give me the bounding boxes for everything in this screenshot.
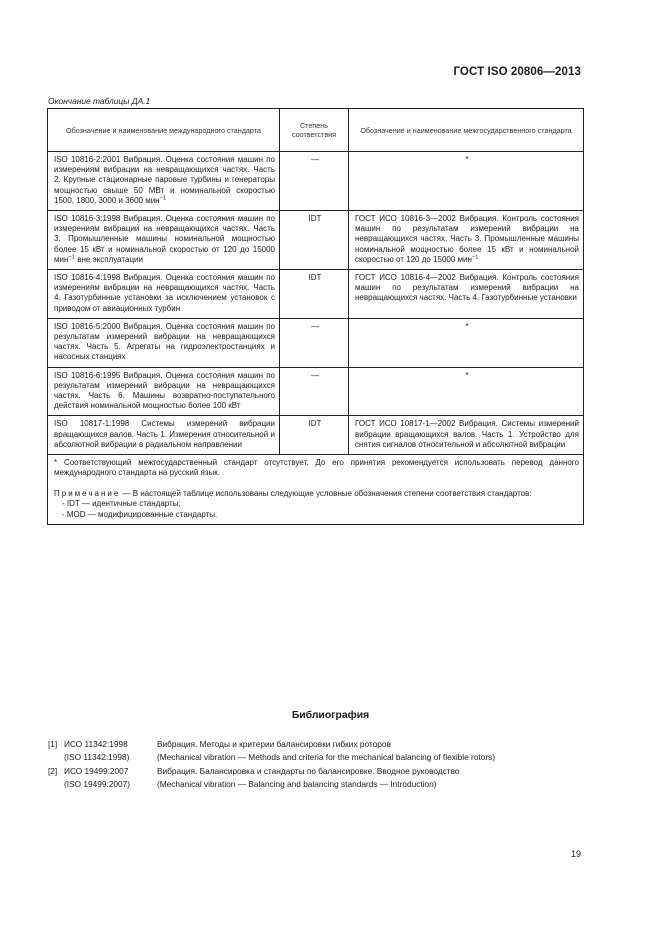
document-code-header: ГОСТ ISO 20806—2013: [453, 66, 581, 78]
interstate-standard-cell-text: *: [465, 370, 469, 380]
bibliography-entry-number: [1]: [48, 739, 58, 749]
note-title: Примечание: [54, 488, 121, 498]
bibliography-entry-title: (Mechanical vibration — Balancing and balancing standards — Introduction): [157, 778, 437, 789]
international-standard-cell: [48, 270, 280, 319]
table-row: [48, 416, 584, 455]
bibliography-entry-title: (Mechanical vibration — Methods and criteria for the mechanical balancing of flexible rotors): [157, 752, 496, 763]
table-row: [48, 318, 584, 367]
international-standard-cell-text: ISO 10816-4:1998 Вибрация. Оценка состояния машин по измерениям вибрации на невращающихся частях. Часть 4. Газотурбинные установки за исключением установок с приводом от авиационных турбин: [54, 273, 275, 313]
interstate-standard-cell-text: *: [465, 155, 469, 164]
interstate-standard-cell: [349, 152, 584, 211]
degree-cell-text: —: [311, 155, 319, 164]
interstate-standard-cell-text: ГОСТ ИСО 10816-3—2002 Вибрация. Контроль состояния машин по результатам измерений вибрации на невращающихся частях. Часть 3. Промышленные машины номинальной мощностью более 15 кВт и номинальной скоростью от 120 до 15000 мин: [355, 214, 579, 264]
international-standard-cell-text: ISO 10816-2:2001 Вибрация. Оценка состояния машин по измерениям вибрации на невращающихся частях. Часть 2. Крупные стационарные паровые турбины и генераторы мощностью свыше 50 МВт и номинальной скоростью 1500, 1800, 3000 и 3600 мин: [54, 155, 275, 205]
international-standard-cell: [48, 211, 280, 270]
bibliography-entry-code: (ISO 11342:1998): [64, 752, 130, 763]
interstate-standard-cell: [349, 367, 584, 416]
table-row: [48, 367, 584, 416]
bibliography-title: Библиография: [291, 710, 370, 721]
degree-cell: [280, 318, 349, 367]
note-item-mod: - MOD — модифицированные стандарты.: [62, 509, 218, 519]
international-standard-cell-text: ISO 10816-6:1995 Вибрация. Оценка состояния машин по результатам измерений вибрации на невращающихся частях. Часть 6. Машины возвратно-поступательного действия номинальной мощностью более 100 кВт: [54, 370, 275, 411]
interstate-standard-cell-superscript: −1: [471, 254, 479, 261]
international-standard-cell-superscript: −1: [159, 195, 167, 202]
international-standard-cell-superscript: −1: [68, 254, 75, 261]
degree-cell: [280, 367, 349, 416]
table-note: [54, 489, 579, 520]
page-number: 19: [570, 849, 581, 859]
table-footnote: * Соответствующий межгосударственный стандарт отсутствует. До его принятия рекомендуется использовать перевод данного международного стандарта на русский язык.: [54, 458, 579, 478]
table-notes-cell: [48, 455, 584, 525]
interstate-standard-cell: [349, 211, 584, 270]
bibliography-entry-number: [2]: [48, 765, 58, 776]
column-header-international: Обозначение и наименование международного стандарта: [48, 109, 280, 152]
table-row: [48, 270, 584, 319]
international-standard-cell: [48, 318, 280, 367]
bibliography-entry-title: Вибрация. Методы и критерии балансировки гибких роторов: [157, 739, 391, 749]
bibliography-list: [48, 738, 588, 791]
degree-cell: [280, 152, 349, 211]
note-text: — В настоящей таблице использованы следующие условные обозначения степени соответствия стандартов:: [120, 488, 532, 498]
international-standard-cell-text: ISO 10816-3:1998 Вибрация. Оценка состояния машин по измерениям вибрации на невращающихся частях. Часть 3. Промышленные машины номинальной мощностью более 15 кВт и номинальной скоростью от 120 до 15000 мин: [54, 214, 275, 264]
bibliography-entry: [48, 751, 588, 764]
interstate-standard-cell-text: ГОСТ ИСО 10816-4—2002 Вибрация. Контроль состояния машин по результатам измерений вибрации на невращающихся частях. Часть 4. Газотурбинные установки: [355, 273, 579, 303]
table-notes-row: [48, 455, 584, 525]
international-standard-cell-tail: вне эксплуатации: [75, 254, 143, 264]
standards-correspondence-table: [47, 108, 584, 525]
degree-cell-text: IDT: [308, 214, 322, 224]
degree-cell: [280, 270, 349, 319]
international-standard-cell: [48, 152, 280, 211]
table-row: [48, 211, 584, 270]
interstate-standard-cell-text: *: [465, 321, 469, 331]
degree-cell-text: —: [311, 370, 319, 380]
bibliography-entry: [48, 765, 588, 778]
table-header-row: [48, 109, 584, 152]
international-standard-cell-text: ISO 10817-1:1998 Системы измерений вибрации вращающихся валов. Часть 1. Измерения относительной и абсолютной вибрации в радиальном направлении: [54, 419, 275, 449]
international-standard-cell: [48, 416, 280, 455]
degree-cell-text: IDT: [308, 419, 322, 429]
bibliography-entry-code: ИСО 19499:2007: [64, 765, 129, 776]
interstate-standard-cell: [349, 318, 584, 367]
bibliography-entry: [48, 778, 588, 791]
bibliography-entry-code: (ISO 19499:2007): [64, 778, 130, 789]
bibliography-entry: [48, 738, 588, 751]
column-header-interstate: Обозначение и наименование межгосударственного стандарта: [349, 109, 584, 152]
degree-cell-text: —: [311, 321, 319, 331]
table-caption: Окончание таблицы ДА.1: [48, 96, 151, 106]
interstate-standard-cell: [349, 416, 584, 455]
bibliography-entry-code: ИСО 11342:1998: [64, 739, 128, 749]
bibliography-entry-title: Вибрация. Балансировка и стандарты по балансировке. Вводное руководство: [157, 765, 460, 776]
degree-cell-text: IDT: [308, 273, 322, 283]
degree-cell: [280, 211, 349, 270]
table-row: [48, 152, 584, 211]
international-standard-cell-text: ISO 10816-5:2000 Вибрация. Оценка состояния машин по результатам измерений вибрации на невращающихся частях. Часть 5. Агрегаты на гидроэлектростанциях и насосных станциях: [54, 321, 275, 362]
note-item-idt: - IDT — идентичные стандарты;: [62, 499, 181, 509]
international-standard-cell: [48, 367, 280, 416]
interstate-standard-cell-text: ГОСТ ИСО 10817-1—2002 Вибрация. Системы измерений вибрации вращающихся валов. Часть 1. Устройство для снятия сигналов относительной и абсолютной вибрации: [355, 419, 579, 449]
degree-cell: [280, 416, 349, 455]
column-header-degree: Степень соответствия: [280, 109, 349, 152]
interstate-standard-cell: [349, 270, 584, 319]
